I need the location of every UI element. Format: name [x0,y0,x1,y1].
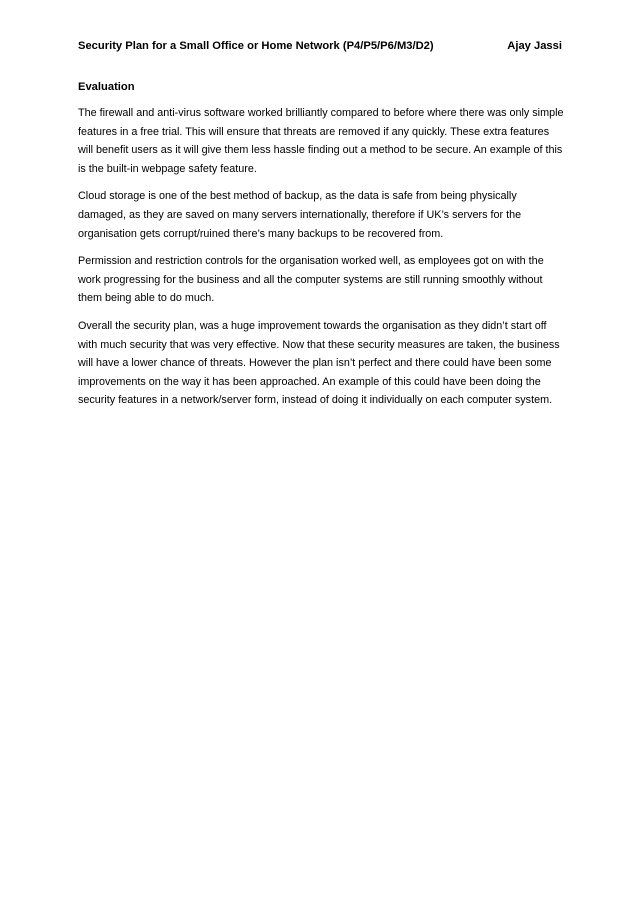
paragraph-firewall: The firewall and anti-virus software worked brilliantly compared to before where there was only simple features in a free trial. This will ensure that threats are removed if any quickly. These extra features will benefit users as it will give them less hassle finding out a method to be secure. An example of this is the built-in webpage safety feature. [78,107,564,175]
page-header [78,40,562,56]
section-heading: Evaluation [78,81,135,93]
paragraph-overall: Overall the security plan, was a huge improvement towards the organisation as they didn’t start off with much security that was very effective. Now that these security measures are taken, the business will have a lower chance of threats. However the plan isn’t perfect and there could have been some improvements on the way it has been approached. An example of this could have been doing the security features in a network/server form, instead of doing it individually on each computer system. [78,319,560,407]
paragraph-cloud-storage: Cloud storage is one of the best method of backup, as the data is safe from being physically damaged, as they are saved on many servers internationally, therefore if UK’s servers for the organisation gets corrupt/ruined there’s many backups to be recovered from. [78,190,522,240]
paragraph-permissions: Permission and restriction controls for the organisation worked well, as employees got on with the work progressing for the business and all the computer systems are still running smoothly without them being able to do much. [78,255,544,305]
document-body [78,79,564,419]
header-title: Security Plan for a Small Office or Home Network (P4/P5/P6/M3/D2) [78,40,434,52]
header-author: Ajay Jassi [507,40,562,52]
